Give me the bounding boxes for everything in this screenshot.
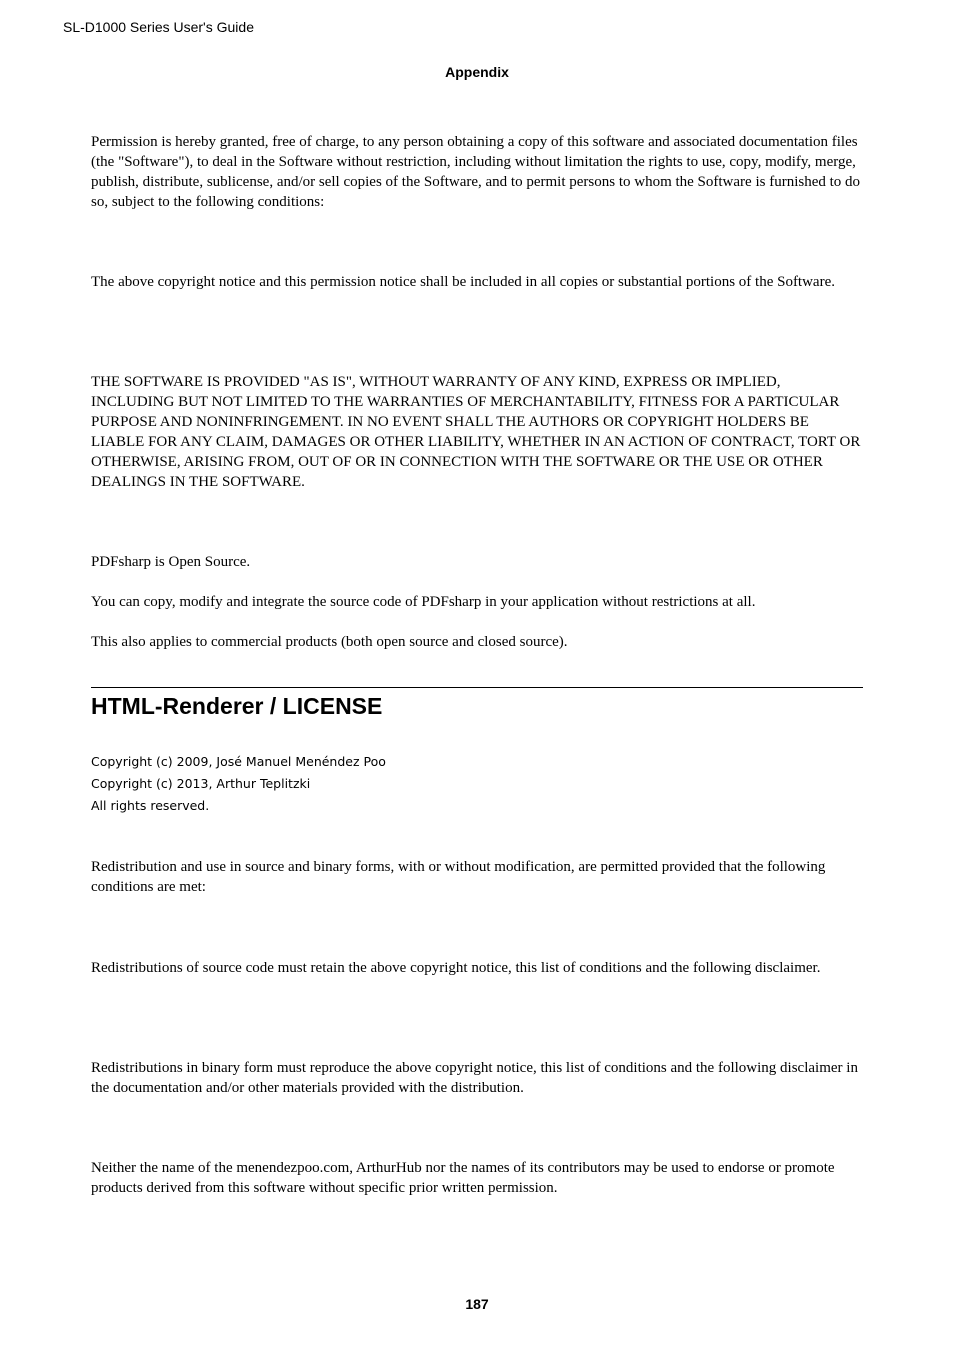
paragraph-binary-form: Redistributions in binary form must reproduce the above copyright notice, this list of conditions and the following disclaimer in the documentation and/or other materials provided with the distribution. <box>91 1060 858 1096</box>
paragraph-permission: Permission is hereby granted, free of charge, to any person obtaining a copy of this software and associated documentation files (the "Software"), to deal in the Software without restriction, including without limitation the rights to use, copy, modify, merge, publish, distribute, sublicense, and/or sell copies of the Software, and to permit persons to whom the Software is furnished to do so, subject to the following conditions: <box>91 134 861 210</box>
paragraph-commercial: This also applies to commercial products (both open source and closed source). <box>91 634 568 650</box>
copyright-block <box>91 751 386 817</box>
paragraph-redistribution: Redistribution and use in source and binary forms, with or without modification, are permitted provided that the following conditions are met: <box>91 859 826 895</box>
copyright-line: Copyright (c) 2009, José Manuel Menéndez Poo <box>91 754 386 769</box>
copyright-line: All rights reserved. <box>91 798 210 813</box>
paragraph-source-code: Redistributions of source code must retain the above copyright notice, this list of conditions and the following disclaimer. <box>91 960 821 976</box>
section-heading: HTML-Renderer / LICENSE <box>91 693 383 719</box>
section-label: Appendix <box>445 64 509 80</box>
paragraph-warranty: THE SOFTWARE IS PROVIDED "AS IS", WITHOUT WARRANTY OF ANY KIND, EXPRESS OR IMPLIED, INCLUDING BUT NOT LIMITED TO THE WARRANTIES OF MERCHANTABILITY, FITNESS FOR A PARTICULAR PURPOSE AND NONINFRINGEMENT. IN NO EVENT SHALL THE AUTHORS OR COPYRIGHT HOLDERS BE LIABLE FOR ANY CLAIM, DAMAGES OR OTHER LIABILITY, WHETHER IN AN ACTION OF CONTRACT, TORT OR OTHERWISE, ARISING FROM, OUT OF OR IN CONNECTION WITH THE SOFTWARE OR THE USE OR OTHER DEALINGS IN THE SOFTWARE. <box>91 374 861 490</box>
section-divider <box>91 687 863 688</box>
paragraph-notice: The above copyright notice and this permission notice shall be included in all copies or substantial portions of the Software. <box>91 274 835 290</box>
copyright-line: Copyright (c) 2013, Arthur Teplitzki <box>91 776 311 791</box>
paragraph-copy: You can copy, modify and integrate the source code of PDFsharp in your application without restrictions at all. <box>91 594 756 610</box>
document-title: SL-D1000 Series User's Guide <box>63 19 254 35</box>
page-number: 187 <box>465 1296 489 1312</box>
paragraph-open-source: PDFsharp is Open Source. <box>91 554 251 570</box>
paragraph-endorse: Neither the name of the menendezpoo.com, ArthurHub nor the names of its contributors may be used to endorse or promote products derived from this software without specific prior written permission. <box>91 1160 835 1196</box>
